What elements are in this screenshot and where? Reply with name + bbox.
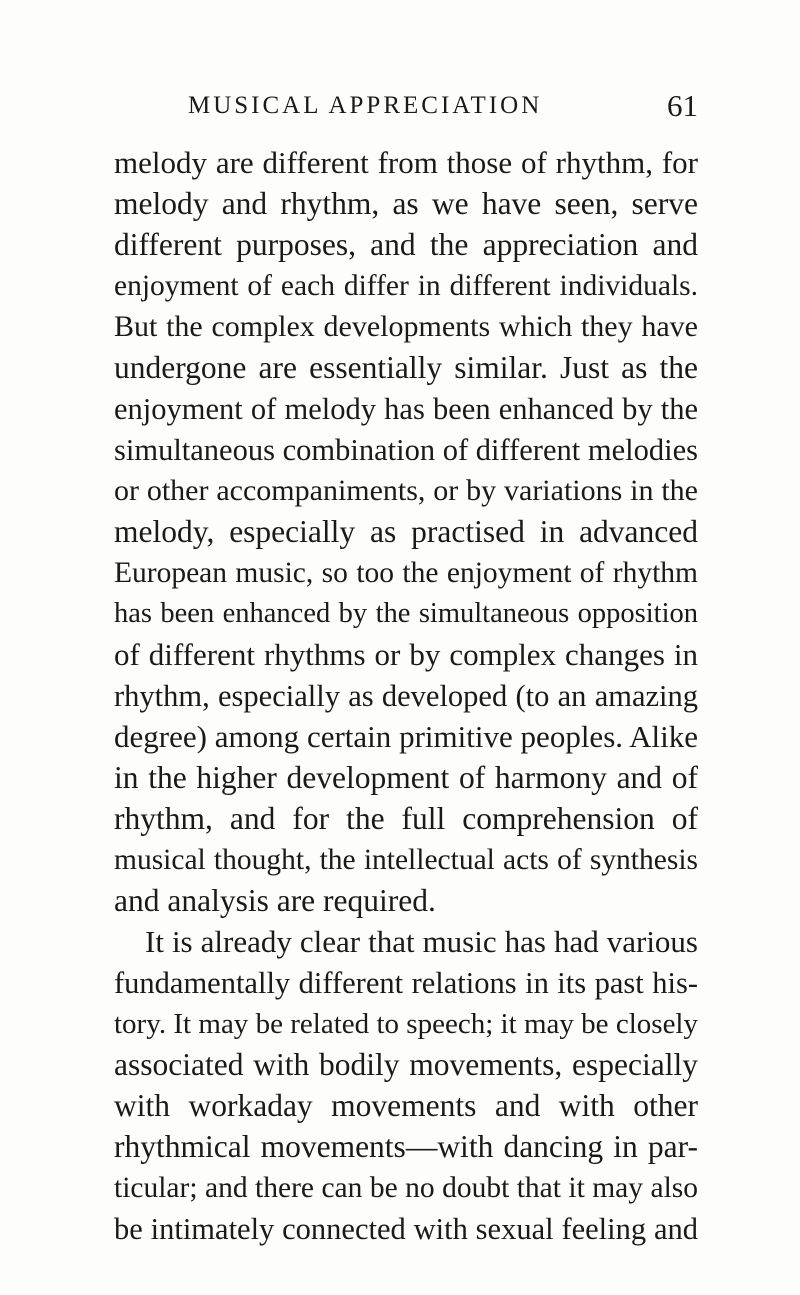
text-line: enjoyment of melody has been enhanced by the [114,392,698,426]
text-line: rhythm, and for the full comprehension of [114,801,698,836]
text-line: tory. It may be related to speech; it may be closely [114,1008,698,1040]
text-line: musical thought, the intellectual acts of synthesis [114,844,698,876]
text-line: melody, especially as practised in advanced [114,514,698,549]
running-title: MUSICAL APPRECIATION [188,92,543,119]
text-line: melody are different from those of rhythm, for [114,145,698,180]
running-head [188,86,698,126]
page-number: 61 [667,88,698,123]
text-line: But the complex developments which they have [114,310,698,343]
text-line: undergone are essentially similar. Just as the [114,350,698,385]
text-line: with workaday movements and with other [114,1088,698,1123]
text-line: or other accompaniments, or by variations in the [114,474,698,507]
text-line: degree) among certain primitive peoples. Alike [114,719,698,754]
text-line: enjoyment of each differ in different individuals. [114,270,698,302]
text-line: European music, so too the enjoyment of rhythm [114,557,698,589]
text-line: It is already clear that music has had various [145,924,698,959]
text-line: melody and rhythm, as we have seen, serve [114,186,698,221]
text-line: of different rhythms or by complex changes in [114,637,698,672]
text-line: fundamentally different relations in its past his- [114,966,698,1000]
text-line: associated with bodily movements, especially [114,1047,698,1082]
text-line: in the higher development of harmony and of [114,760,698,795]
text-line: different purposes, and the appreciation and [114,227,698,262]
text-line: be intimately connected with sexual feeling and [114,1212,698,1246]
text-line: simultaneous combination of different melodies [114,433,698,467]
text-line: rhythm, especially as developed (to an amazing [114,679,698,713]
text-line: has been enhanced by the simultaneous opposition [114,598,698,629]
text-line: ticular; and there can be no doubt that it may also [114,1172,698,1204]
text-line: and analysis are required. [114,883,436,918]
text-line: rhythmical movements—with dancing in par- [114,1129,698,1164]
